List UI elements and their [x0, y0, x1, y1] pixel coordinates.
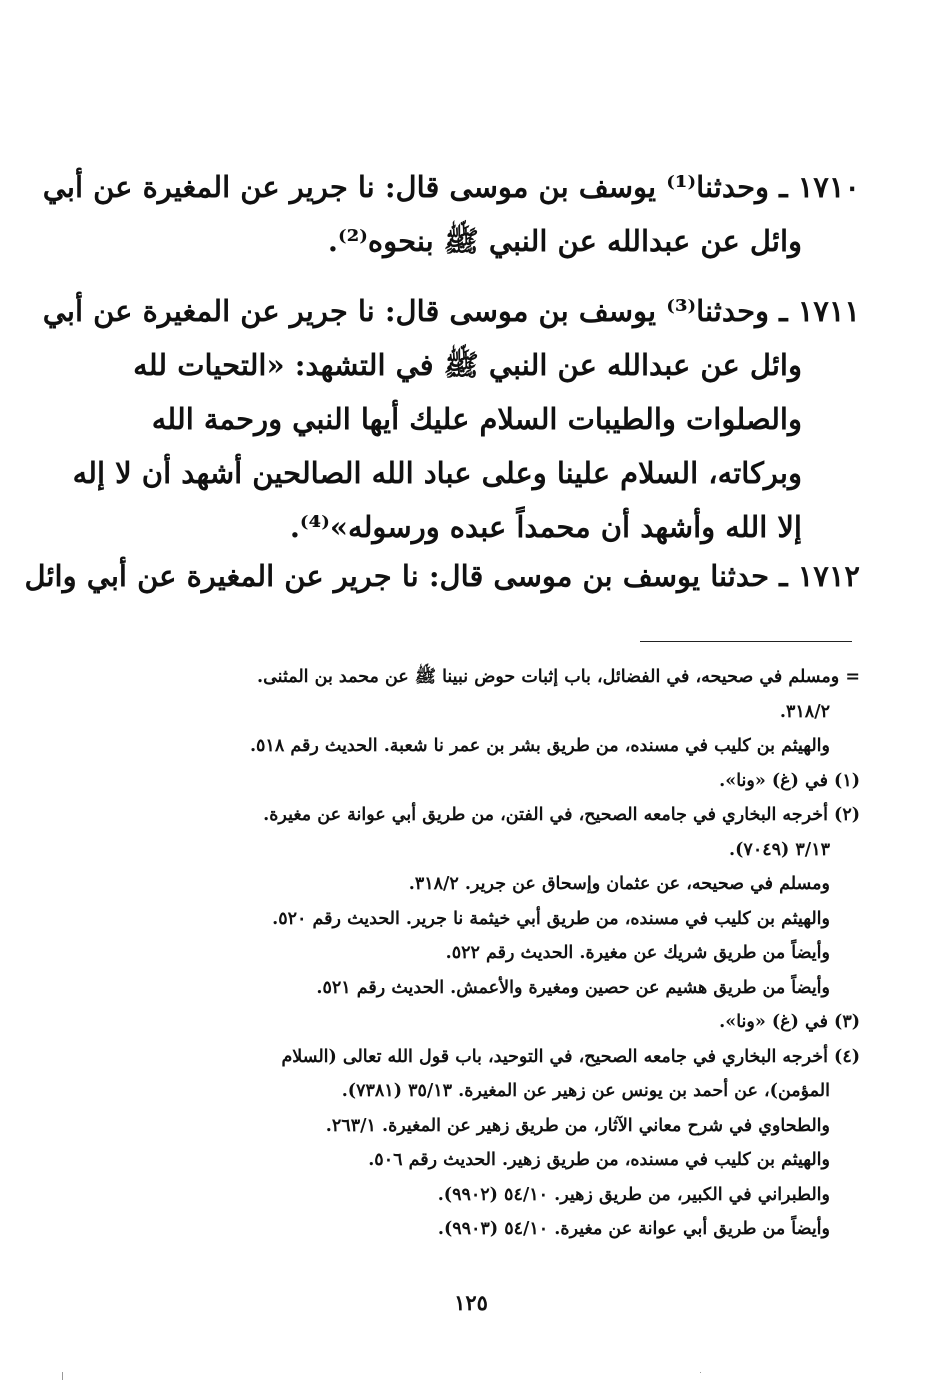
- footnotes: [160, 660, 860, 1247]
- footnote-line: وأيضاً من طريق أبي عوانة عن مغيرة. ٥٤/١٠ (٩٩٠٣).: [437, 1219, 830, 1239]
- footnote-line: والهيثم بن كليب في مسنده، من طريق بشر بن عمر نا شعبة. الحديث رقم ٥١٨.: [249, 736, 830, 756]
- footnote-line: المؤمن)، عن أحمد بن يونس عن زهير عن المغيرة. ٣٥/١٣ (٧٣٨١).: [341, 1081, 830, 1101]
- footnote-divider: [640, 641, 852, 642]
- hadith-line: ١٧١١ ـ وحدثنا⁽³⁾ يوسف بن موسى قال: نا جرير عن المغيرة عن أبي: [42, 294, 860, 328]
- hadith-line: إلا الله وأشهد أن محمداً عبده ورسوله»⁽⁴⁾.: [289, 510, 802, 544]
- hadith-1712: [24, 549, 860, 603]
- footnote-line: ٣١٨/٢.: [779, 701, 830, 722]
- footnote-line: (٢) أخرجه البخاري في جامعه الصحيح، في الفتن، من طريق أبي عوانة عن مغيرة.: [263, 805, 860, 825]
- hadith-1711: [42, 284, 860, 554]
- hadith-line: وائل عن عبدالله عن النبي ﷺ بنحوه⁽²⁾.: [327, 224, 802, 258]
- footnote-line: = ومسلم في صحيحه، في الفضائل، باب إثبات حوض نبينا ﷺ عن محمد بن المثنى.: [256, 667, 860, 687]
- hadith-line: والصلوات والطيبات السلام عليك أيها النبي ورحمة الله: [151, 402, 802, 436]
- scan-speck: [62, 1372, 63, 1380]
- footnote-line: ٣/١٣ (٧٠٤٩).: [729, 839, 830, 860]
- hadith-line: ١٧١٠ ـ وحدثنا⁽¹⁾ يوسف بن موسى قال: نا جرير عن المغيرة عن أبي: [42, 170, 860, 204]
- footnote-line: وأيضاً من طريق شريك عن مغيرة. الحديث رقم ٥٢٢.: [445, 943, 830, 963]
- footnote-line: والطبراني في الكبير، من طريق زهير. ٥٤/١٠ (٩٩٠٢).: [437, 1184, 830, 1205]
- footnote-line: والهيثم بن كليب في مسنده، من طريق أبي خيثمة نا جرير. الحديث رقم ٥٢٠.: [272, 908, 830, 929]
- hadith-1710: [42, 160, 860, 268]
- hadith-line: ١٧١٢ ـ حدثنا يوسف بن موسى قال: نا جرير عن المغيرة عن أبي وائل: [24, 559, 860, 593]
- footnote-line: ومسلم في صحيحه، عن عثمان وإسحاق عن جرير. ٣١٨/٢.: [408, 874, 830, 894]
- footnote-line: وأيضاً من طريق هشيم عن حصين ومغيرة والأعمش. الحديث رقم ٥٢١.: [316, 977, 830, 998]
- footnote-line: والطحاوي في شرح معاني الآثار، من طريق زهير عن المغيرة. ٢٦٣/١.: [325, 1115, 830, 1136]
- hadith-line: وبركاته، السلام علينا وعلى عباد الله الصالحين أشهد أن لا إله: [72, 456, 802, 490]
- footnote-line: (٤) أخرجه البخاري في جامعه الصحيح، في التوحيد، باب قول الله تعالى (السلام: [281, 1046, 860, 1067]
- footnote-line: والهيثم بن كليب في مسنده، من طريق زهير. الحديث رقم ٥٠٦.: [368, 1150, 830, 1170]
- hadith-line: وائل عن عبدالله عن النبي ﷺ في التشهد: «التحيات لله: [133, 348, 802, 382]
- scan-speck: [700, 1372, 701, 1373]
- footnote-line: (١) في (غ) «ونا».: [719, 770, 860, 791]
- footnote-line: (٣) في (غ) «ونا».: [719, 1012, 860, 1032]
- page-number: ١٢٥: [454, 1290, 488, 1315]
